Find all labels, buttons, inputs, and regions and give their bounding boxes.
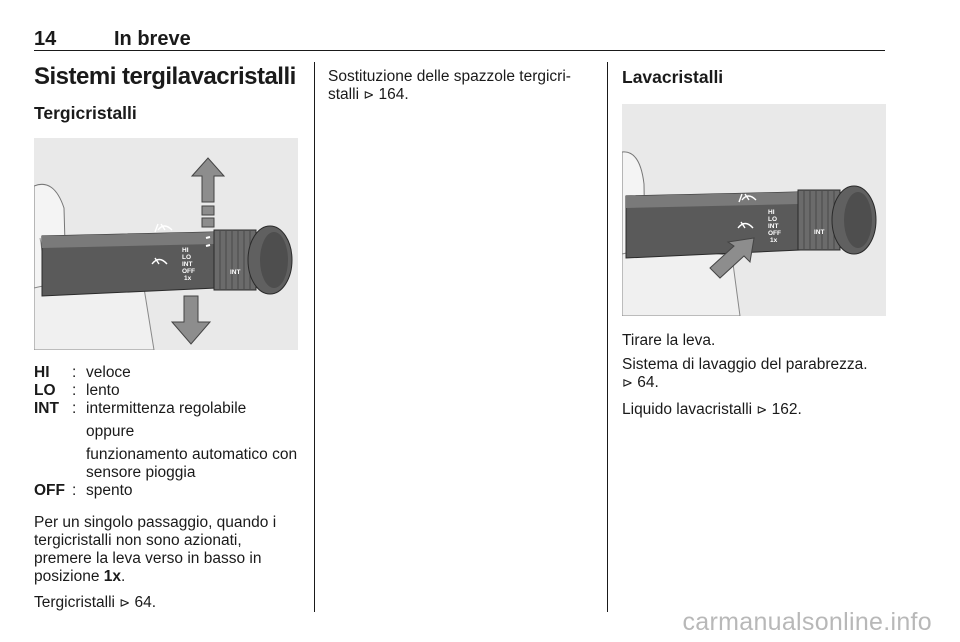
section-title: In breve — [114, 28, 191, 50]
label-lo: LO — [768, 216, 778, 223]
definition-row: INT : intermittenza regolabile — [34, 400, 247, 417]
page-header — [34, 26, 885, 51]
wipers-heading: Tergicristalli — [34, 103, 137, 123]
page-number: 14 — [34, 28, 57, 50]
definition-row: LO : lento — [34, 382, 120, 399]
label-int: INT — [182, 261, 193, 268]
watermark: carmanualsonline.info — [682, 608, 932, 636]
washer-lever-figure — [622, 104, 886, 316]
label-hi: HI — [182, 247, 189, 254]
wiper-lever-figure — [34, 138, 298, 350]
arrow-up-icon — [192, 158, 224, 227]
definition-row: OFF : spento — [34, 482, 133, 499]
column-washer — [622, 62, 886, 420]
main-heading: Sistemi tergilavacristalli — [34, 63, 296, 90]
washer-system-reference: Sistema di lavaggio del parabrezza. ⊳ 64. — [622, 356, 868, 391]
arrow-down-icon — [172, 296, 210, 344]
column-divider-1 — [314, 62, 315, 612]
page-ref-arrow-icon: ⊳ — [756, 403, 768, 418]
page-ref-arrow-icon: ⊳ — [119, 596, 131, 611]
washer-heading: Lavacristalli — [622, 67, 724, 87]
page-ref-arrow-icon: ⊳ — [363, 88, 375, 103]
int-auto-text: funzionamento automatico con sensore pioggia — [86, 446, 298, 481]
definition-row: HI : veloce — [34, 364, 131, 381]
label-lo: LO — [182, 254, 192, 261]
wipers-reference: Tergicristalli ⊳ 64. — [34, 594, 157, 611]
column-blade-replacement — [328, 68, 592, 105]
column-wipers — [34, 62, 298, 613]
label-ring-int: INT — [814, 229, 825, 236]
pull-lever-text: Tirare la leva. — [622, 332, 716, 349]
label-off: OFF — [768, 230, 781, 237]
label-off: OFF — [182, 268, 195, 275]
label-ring-int: INT — [230, 269, 241, 276]
label-1x: 1x — [184, 275, 192, 282]
blade-replacement-reference: Sostituzione delle spazzole tergicri-stalli ⊳ 164. — [328, 68, 571, 103]
column-divider-2 — [607, 62, 608, 612]
label-int: INT — [768, 223, 779, 230]
page-ref-arrow-icon: ⊳ — [622, 376, 633, 391]
int-or-text: oppure — [86, 423, 135, 440]
label-hi: HI — [768, 209, 775, 216]
label-1x: 1x — [770, 237, 778, 244]
single-pass-paragraph: Per un singolo passaggio, quando i tergicristalli non sono azionati, premere la leva verso in basso in posizione 1x. — [34, 514, 277, 585]
position-definitions — [34, 364, 298, 500]
washer-fluid-reference: Liquido lavacristalli ⊳ 162. — [622, 401, 802, 418]
